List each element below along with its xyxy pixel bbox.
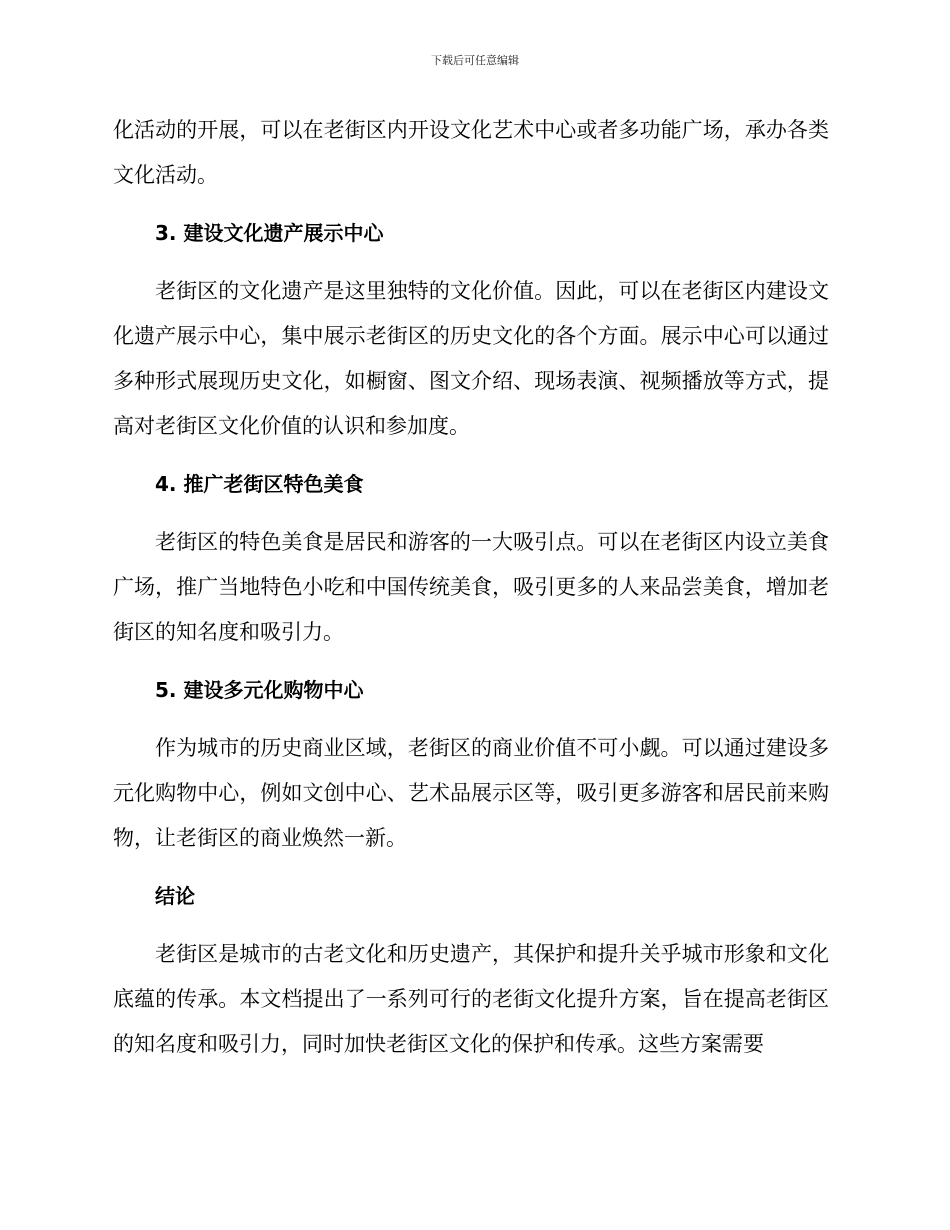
- paragraph-section-5: 作为城市的历史商业区域，老街区的商业价值不可小觑。可以通过建设多元化购物中心，例如文创中心、艺术品展示区等，吸引更多游客和居民前来购物，让老街区的商业焕然一新。: [113, 736, 829, 850]
- document-body: [113, 108, 829, 1067]
- paragraph-conclusion: 老街区是城市的古老文化和历史遗产，其保护和提升关乎城市形象和文化底蕴的传承。本文档提出了一系列可行的老街文化提升方案，旨在提高老街区的知名度和吸引力，同时加快老街区文化的保护和传承。这些方案需要: [113, 942, 829, 1056]
- section-heading-4: 4. 推广老街区特色美食: [155, 472, 364, 496]
- paragraph-section-4: 老街区的特色美食是居民和游客的一大吸引点。可以在老街区内设立美食广场，推广当地特色小吃和中国传统美食，吸引更多的人来品尝美食，增加老街区的知名度和吸引力。: [113, 530, 829, 644]
- paragraph-section-3: 老街区的文化遗产是这里独特的文化价值。因此，可以在老街区内建设文化遗产展示中心，集中展示老街区的历史文化的各个方面。展示中心可以通过多种形式展现历史文化，如橱窗、图文介绍、现场表演、视频播放等方式，提高对老街区文化价值的认识和参加度。: [113, 279, 829, 438]
- conclusion-heading: 结论: [155, 884, 195, 908]
- section-heading-5: 5. 建设多元化购物中心: [155, 678, 364, 702]
- section-heading-3: 3. 建设文化遗产展示中心: [155, 221, 384, 245]
- page-header: 下载后可任意编辑: [431, 54, 519, 67]
- paragraph-intro-continuation: 化活动的开展，可以在老街区内开设文化艺术中心或者多功能广场，承办各类文化活动。: [113, 118, 829, 187]
